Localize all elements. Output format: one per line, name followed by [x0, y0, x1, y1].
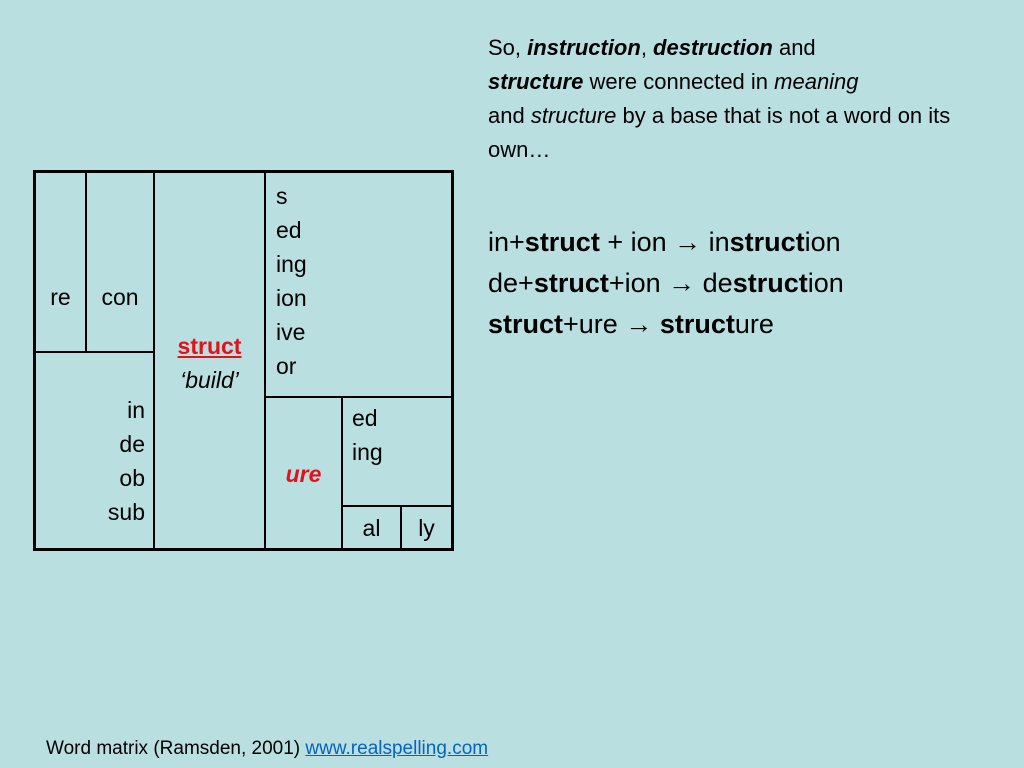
word-matrix	[33, 170, 454, 551]
prefix-con: con	[101, 284, 139, 310]
text-span: and	[772, 35, 816, 60]
suffix-ed: ed	[352, 405, 378, 431]
suffix-s: s	[276, 183, 288, 209]
divider-line	[265, 396, 451, 398]
suffix-or: or	[276, 353, 297, 379]
base-gloss: ‘build’	[180, 367, 239, 393]
divider-line	[342, 505, 451, 507]
suffix-ure: ure	[285, 461, 322, 487]
divider-line	[36, 351, 154, 353]
formula-line-destruction: de+struct+ion → destruction	[488, 268, 844, 298]
prefix-sub: sub	[107, 499, 145, 525]
divider-line	[85, 173, 87, 351]
prefix-de: de	[119, 431, 145, 457]
text-span: So,	[488, 35, 528, 60]
realspelling-link[interactable]: www.realspelling.com	[305, 738, 489, 759]
suffix-ing: ing	[276, 251, 307, 277]
base-struct: struct	[177, 333, 242, 359]
base-cell	[155, 329, 264, 397]
prefix-re: re	[50, 284, 71, 310]
word-structure-italic: structure	[530, 103, 617, 128]
prefix-ob: ob	[119, 465, 145, 491]
prefix-list-bottom	[36, 393, 145, 529]
word-structure: structure	[488, 69, 584, 94]
word-meaning: meaning	[774, 69, 859, 94]
suffix-list-top	[276, 179, 307, 383]
arrow-icon: →	[674, 227, 702, 257]
explanation-paragraph	[488, 31, 1018, 167]
suffix-ing: ing	[352, 439, 383, 465]
arrow-icon: →	[668, 268, 696, 298]
suffix-ive: ive	[276, 319, 306, 345]
formula-line-instruction: in+struct + ion → instruction	[488, 227, 841, 257]
suffix-ion: ion	[276, 285, 307, 311]
text-span: and	[488, 103, 531, 128]
suffix-ly: ly	[418, 515, 435, 541]
word-instruction: instruction	[527, 35, 641, 60]
divider-line	[264, 173, 266, 548]
word-destruction: destruction	[653, 35, 773, 60]
prefix-in: in	[127, 397, 145, 423]
footer-citation	[46, 737, 488, 761]
arrow-icon: →	[625, 309, 653, 339]
citation-text: Word matrix (Ramsden, 2001)	[46, 738, 306, 759]
text-span: by a base that is not a word on its own…	[488, 103, 951, 162]
suffix-list-after-ure	[352, 401, 383, 469]
text-span: ,	[640, 35, 654, 60]
suffix-al: al	[362, 515, 381, 541]
suffix-ed: ed	[276, 217, 302, 243]
text-span: were connected in	[583, 69, 775, 94]
formula-line-structure: struct+ure → structure	[488, 309, 774, 339]
formula-list	[488, 222, 1018, 345]
